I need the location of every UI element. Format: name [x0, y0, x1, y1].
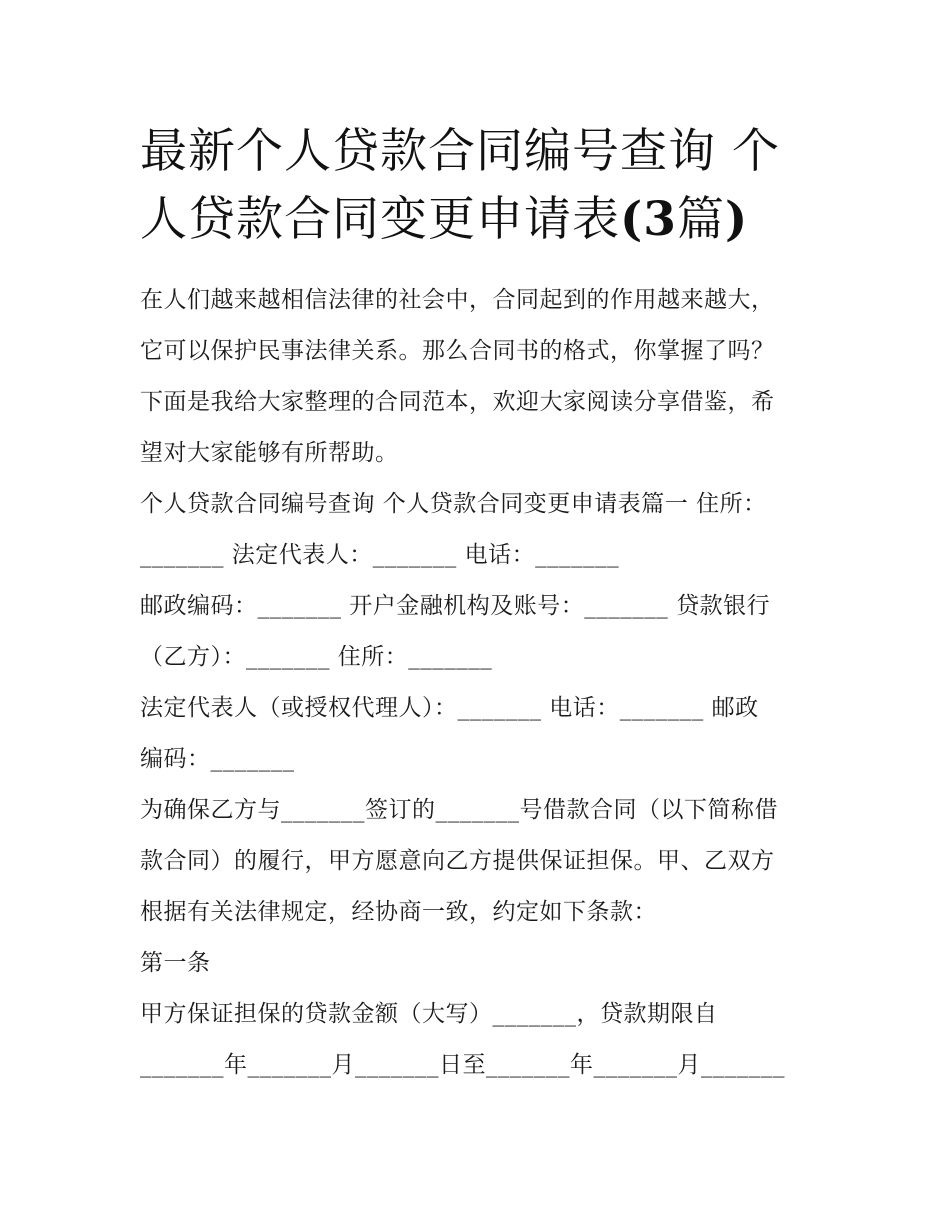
- body-line: 法定代表人（或授权代理人）：_______ 电话：_______ 邮政: [140, 695, 759, 721]
- body-line: 在人们越来越相信法律的社会中，合同起到的作用越来越大，: [140, 287, 775, 313]
- document-title: [140, 118, 840, 254]
- body-line: 甲方保证担保的贷款金额（大写）_______，贷款期限自: [140, 1001, 718, 1027]
- body-line: 根据有关法律规定，经协商一致，约定如下条款：: [140, 899, 657, 925]
- title-line-2: [140, 186, 840, 254]
- body-line: 个人贷款合同编号查询 个人贷款合同变更申请表篇一 住所：: [140, 491, 767, 517]
- body-line: 编码：_______: [140, 746, 295, 772]
- title-line-2-text: 人贷款合同变更申请表: [140, 192, 620, 247]
- body-line: 下面是我给大家整理的合同范本，欢迎大家阅读分享借鉴，希: [140, 389, 775, 415]
- title-line-1: 最新个人贷款合同编号查询 个: [140, 124, 780, 179]
- title-count-close: ): [724, 192, 749, 247]
- article-heading: 第一条: [140, 950, 211, 976]
- body-line: （乙方）：_______ 住所：_______: [140, 644, 493, 670]
- title-count-unit: 篇: [676, 192, 725, 247]
- body-line: 它可以保护民事法律关系。那么合同书的格式，你掌握了吗？: [140, 338, 775, 364]
- body-line: _______ 法定代表人：_______ 电话：_______: [140, 542, 620, 568]
- body-line: 为确保乙方与_______签订的_______号借款合同（以下简称借: [140, 797, 778, 823]
- body-line: _______年_______月_______日至_______年_______月_______: [140, 1052, 785, 1078]
- body-line: 邮政编码：_______ 开户金融机构及账号：_______ 贷款银行: [140, 593, 771, 619]
- body-line: 望对大家能够有所帮助。: [140, 440, 399, 466]
- body-line: 款合同）的履行，甲方愿意向乙方提供保证担保。甲、乙双方: [140, 848, 775, 874]
- title-count-open: (3: [620, 192, 677, 247]
